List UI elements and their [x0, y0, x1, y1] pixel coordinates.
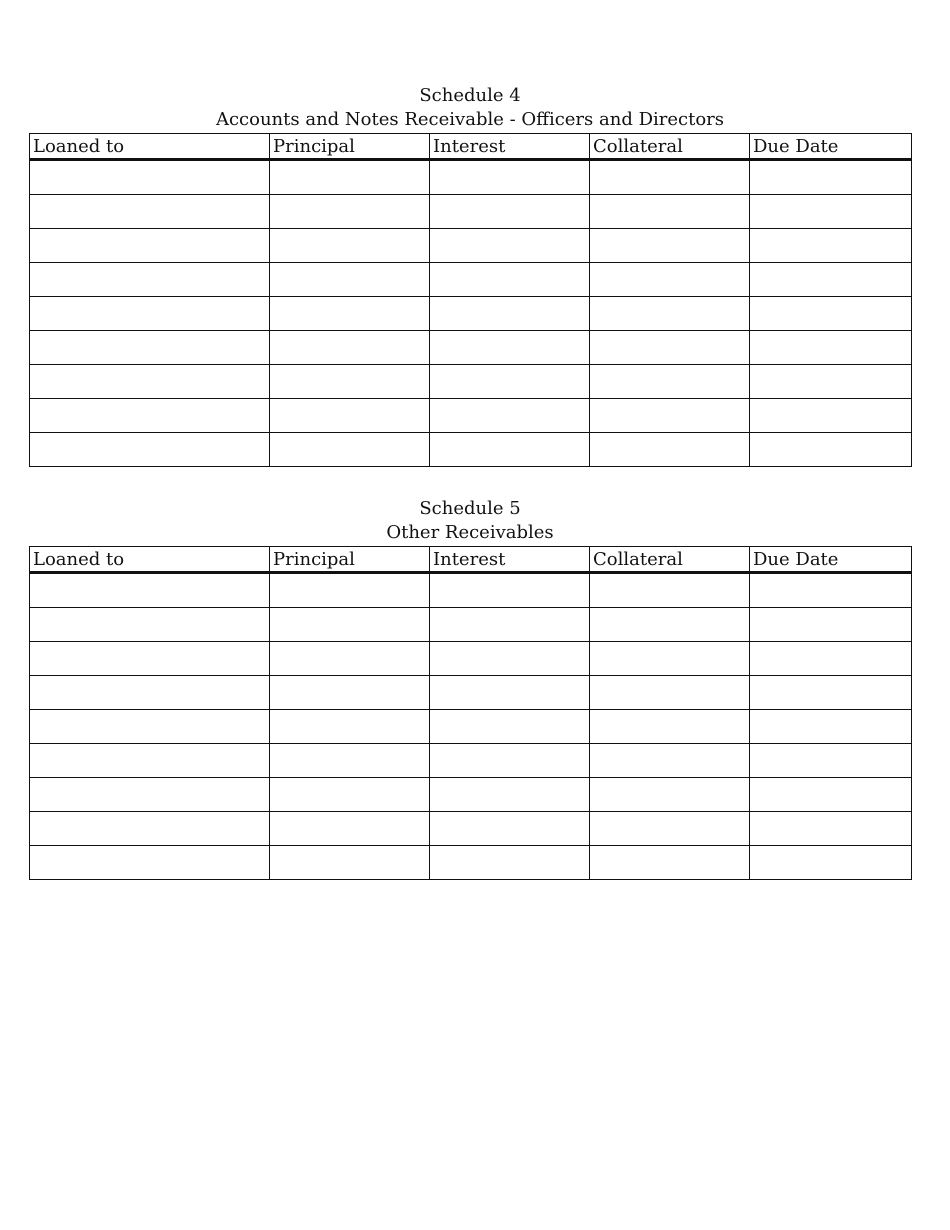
collateral-cell[interactable] — [590, 710, 750, 744]
principal-cell[interactable] — [270, 642, 430, 676]
principal-cell[interactable] — [270, 229, 430, 263]
loaned-to-cell[interactable] — [30, 331, 270, 365]
interest-cell[interactable] — [430, 573, 590, 608]
table-row — [30, 608, 912, 642]
loaned-to-cell[interactable] — [30, 710, 270, 744]
loaned-to-cell[interactable] — [30, 608, 270, 642]
schedule-5-heading: Schedule 5 — [419, 498, 521, 519]
collateral-cell[interactable] — [590, 263, 750, 297]
schedule-4-section — [29, 84, 911, 467]
schedule-5-table — [29, 546, 912, 880]
column-header-interest: Interest — [430, 547, 590, 573]
column-header-interest: Interest — [430, 134, 590, 160]
due-date-cell[interactable] — [750, 331, 912, 365]
column-header-principal: Principal — [270, 134, 430, 160]
interest-cell[interactable] — [430, 195, 590, 229]
column-header-collateral: Collateral — [590, 134, 750, 160]
principal-cell[interactable] — [270, 778, 430, 812]
principal-cell[interactable] — [270, 365, 430, 399]
table-row — [30, 399, 912, 433]
table-row — [30, 365, 912, 399]
schedule-5-section — [29, 497, 911, 880]
table-row — [30, 195, 912, 229]
collateral-cell[interactable] — [590, 608, 750, 642]
due-date-cell[interactable] — [750, 608, 912, 642]
principal-cell[interactable] — [270, 331, 430, 365]
table-header-row — [30, 547, 912, 573]
due-date-cell[interactable] — [750, 778, 912, 812]
column-header-principal: Principal — [270, 547, 430, 573]
collateral-cell[interactable] — [590, 399, 750, 433]
collateral-cell[interactable] — [590, 676, 750, 710]
collateral-cell[interactable] — [590, 365, 750, 399]
table-row — [30, 846, 912, 880]
due-date-cell[interactable] — [750, 433, 912, 467]
interest-cell[interactable] — [430, 676, 590, 710]
column-header-loaned-to: Loaned to — [30, 134, 270, 160]
schedule-4-heading: Schedule 4 — [419, 85, 521, 106]
loaned-to-cell[interactable] — [30, 399, 270, 433]
loaned-to-cell[interactable] — [30, 297, 270, 331]
loaned-to-cell[interactable] — [30, 229, 270, 263]
principal-cell[interactable] — [270, 710, 430, 744]
table-row — [30, 812, 912, 846]
collateral-cell[interactable] — [590, 778, 750, 812]
due-date-cell[interactable] — [750, 160, 912, 195]
table-row — [30, 433, 912, 467]
due-date-cell[interactable] — [750, 399, 912, 433]
table-header-row — [30, 134, 912, 160]
principal-cell[interactable] — [270, 195, 430, 229]
interest-cell[interactable] — [430, 160, 590, 195]
principal-cell[interactable] — [270, 160, 430, 195]
due-date-cell[interactable] — [750, 573, 912, 608]
interest-cell[interactable] — [430, 778, 590, 812]
schedule-4-table — [29, 133, 912, 467]
due-date-cell[interactable] — [750, 297, 912, 331]
collateral-cell[interactable] — [590, 331, 750, 365]
loaned-to-cell[interactable] — [30, 846, 270, 880]
loaned-to-cell[interactable] — [30, 195, 270, 229]
loaned-to-cell[interactable] — [30, 160, 270, 195]
loaned-to-cell[interactable] — [30, 812, 270, 846]
interest-cell[interactable] — [430, 399, 590, 433]
collateral-cell[interactable] — [590, 297, 750, 331]
collateral-cell[interactable] — [590, 195, 750, 229]
interest-cell[interactable] — [430, 433, 590, 467]
schedule-5-subheading: Other Receivables — [386, 522, 554, 543]
collateral-cell[interactable] — [590, 812, 750, 846]
collateral-cell[interactable] — [590, 573, 750, 608]
table-row — [30, 263, 912, 297]
due-date-cell[interactable] — [750, 365, 912, 399]
loaned-to-cell[interactable] — [30, 744, 270, 778]
due-date-cell[interactable] — [750, 710, 912, 744]
schedule-4-subheading: Accounts and Notes Receivable - Officers and Directors — [215, 109, 725, 130]
interest-cell[interactable] — [430, 846, 590, 880]
interest-cell[interactable] — [430, 812, 590, 846]
principal-cell[interactable] — [270, 573, 430, 608]
interest-cell[interactable] — [430, 331, 590, 365]
principal-cell[interactable] — [270, 263, 430, 297]
collateral-cell[interactable] — [590, 229, 750, 263]
interest-cell[interactable] — [430, 744, 590, 778]
loaned-to-cell[interactable] — [30, 433, 270, 467]
interest-cell[interactable] — [430, 365, 590, 399]
table-row — [30, 744, 912, 778]
interest-cell[interactable] — [430, 642, 590, 676]
interest-cell[interactable] — [430, 229, 590, 263]
loaned-to-cell[interactable] — [30, 642, 270, 676]
collateral-cell[interactable] — [590, 744, 750, 778]
interest-cell[interactable] — [430, 710, 590, 744]
principal-cell[interactable] — [270, 676, 430, 710]
collateral-cell[interactable] — [590, 642, 750, 676]
due-date-cell[interactable] — [750, 642, 912, 676]
principal-cell[interactable] — [270, 399, 430, 433]
table-row — [30, 676, 912, 710]
table-row — [30, 229, 912, 263]
due-date-cell[interactable] — [750, 229, 912, 263]
due-date-cell[interactable] — [750, 195, 912, 229]
due-date-cell[interactable] — [750, 676, 912, 710]
principal-cell[interactable] — [270, 433, 430, 467]
table-row — [30, 710, 912, 744]
interest-cell[interactable] — [430, 608, 590, 642]
principal-cell[interactable] — [270, 297, 430, 331]
loaned-to-cell[interactable] — [30, 263, 270, 297]
loaned-to-cell[interactable] — [30, 778, 270, 812]
interest-cell[interactable] — [430, 263, 590, 297]
column-header-due-date: Due Date — [750, 134, 912, 160]
loaned-to-cell[interactable] — [30, 573, 270, 608]
collateral-cell[interactable] — [590, 433, 750, 467]
table-row — [30, 331, 912, 365]
due-date-cell[interactable] — [750, 846, 912, 880]
table-row — [30, 642, 912, 676]
column-header-collateral: Collateral — [590, 547, 750, 573]
principal-cell[interactable] — [270, 744, 430, 778]
table-row — [30, 573, 912, 608]
principal-cell[interactable] — [270, 846, 430, 880]
principal-cell[interactable] — [270, 608, 430, 642]
table-row — [30, 778, 912, 812]
table-row — [30, 160, 912, 195]
principal-cell[interactable] — [270, 812, 430, 846]
collateral-cell[interactable] — [590, 160, 750, 195]
interest-cell[interactable] — [430, 297, 590, 331]
due-date-cell[interactable] — [750, 812, 912, 846]
due-date-cell[interactable] — [750, 744, 912, 778]
column-header-loaned-to: Loaned to — [30, 547, 270, 573]
loaned-to-cell[interactable] — [30, 676, 270, 710]
loaned-to-cell[interactable] — [30, 365, 270, 399]
due-date-cell[interactable] — [750, 263, 912, 297]
collateral-cell[interactable] — [590, 846, 750, 880]
column-header-due-date: Due Date — [750, 547, 912, 573]
table-row — [30, 297, 912, 331]
